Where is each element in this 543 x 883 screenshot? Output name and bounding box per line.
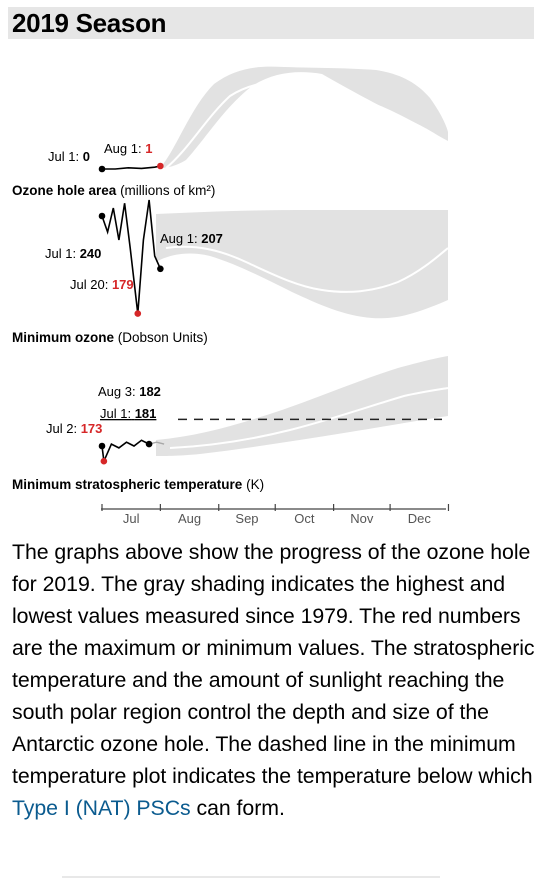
ozone-area-title: Ozone hole area xyxy=(12,183,117,198)
svg-text:Jul 1: 0 xyxy=(48,149,90,164)
min-temp-panel xyxy=(12,356,448,492)
bottom-divider xyxy=(62,876,440,878)
month-label-aug: Aug xyxy=(177,511,202,526)
season-title: 2019 Season xyxy=(12,8,167,38)
min-temp-label-jul2: Jul 2: xyxy=(46,421,78,436)
min-ozone-value-jul20: 179 xyxy=(111,277,134,292)
ozone-area-value-aug1: 1 xyxy=(145,141,153,156)
ozone-area-max-point xyxy=(157,163,164,170)
month-label-jul: Jul xyxy=(122,511,140,526)
min-temp-min-point xyxy=(101,458,108,465)
min-ozone-label-aug1: Aug 1: xyxy=(160,231,198,246)
ozone-area-start-point xyxy=(99,166,106,173)
min-temp-start-point xyxy=(99,443,106,450)
ozone-area-label-jul1: Jul 1: xyxy=(48,149,80,164)
min-temp-title: Minimum stratospheric temperature xyxy=(12,477,243,492)
month-label-oct: Oct xyxy=(294,511,315,526)
svg-text:Jul 1: 240 xyxy=(45,246,101,261)
min-temp-value-jul2: 173 xyxy=(80,421,103,436)
month-label-nov: Nov xyxy=(350,511,374,526)
ozone-area-panel xyxy=(12,67,448,198)
svg-text:Jul 20: 179 xyxy=(70,277,134,292)
psc-link[interactable]: Type I (NAT) PSCs xyxy=(12,796,191,820)
svg-text:Minimum stratospheric temperat xyxy=(12,477,264,492)
svg-text:Aug 1: 207 xyxy=(160,231,223,246)
min-temp-units: (K) xyxy=(246,477,265,492)
svg-text:Aug 3: 182 xyxy=(98,384,161,399)
min-temp-label-aug3: Aug 3: xyxy=(98,384,136,399)
min-temp-range-band xyxy=(156,356,448,456)
min-ozone-value-aug1: 207 xyxy=(201,231,223,246)
min-ozone-range-band xyxy=(156,210,448,318)
description-tail: can form. xyxy=(190,796,285,820)
ozone-area-units: (millions of km²) xyxy=(120,183,216,198)
min-ozone-min-point xyxy=(134,310,141,317)
min-ozone-start-point xyxy=(99,213,106,220)
min-temp-label-jul1: Jul 1: xyxy=(100,406,132,421)
month-label-sep: Sep xyxy=(235,511,259,526)
month-label-dec: Dec xyxy=(407,511,431,526)
min-temp-aug3-point xyxy=(146,441,153,448)
min-ozone-label-jul1: Jul 1: xyxy=(45,246,77,261)
min-ozone-panel xyxy=(12,200,448,345)
min-ozone-value-jul1: 240 xyxy=(79,246,102,261)
min-temp-value-aug3: 182 xyxy=(139,384,161,399)
min-ozone-end-point xyxy=(157,266,164,273)
ozone-area-label-aug1: Aug 1: xyxy=(104,141,142,156)
svg-text:Aug 1: 1 xyxy=(104,141,152,156)
min-temp-series-line xyxy=(102,440,149,461)
ozone-area-value-jul1: 0 xyxy=(82,149,90,164)
description-paragraph xyxy=(12,536,540,824)
ozone-area-series-line xyxy=(102,166,160,169)
svg-text:Minimum ozone (Dobson Units) xyxy=(12,330,208,345)
min-ozone-label-jul20: Jul 20: xyxy=(70,277,109,292)
description-text: The graphs above show the progress of the ozone hole for 2019. The gray shading indicates the highest and lowest values measured since 1979. The red numbers are the maximum or minimum values. The stratospheric temperature and the amount of sunlight reaching the south polar region control the depth and size of the Antarctic ozone hole. The dashed line in the minimum temperature plot indicates the temperature below which xyxy=(12,540,535,788)
min-ozone-series-line xyxy=(102,200,160,314)
min-ozone-title: Minimum ozone xyxy=(12,330,114,345)
svg-text:Ozone hole area (millions of k xyxy=(12,183,215,198)
svg-text:Jul 1: 181 xyxy=(100,406,156,421)
min-temp-value-jul1: 181 xyxy=(134,406,157,421)
svg-text:Jul 2: 173 xyxy=(46,421,102,436)
min-ozone-units: (Dobson Units) xyxy=(117,330,208,345)
month-axis xyxy=(101,504,448,526)
